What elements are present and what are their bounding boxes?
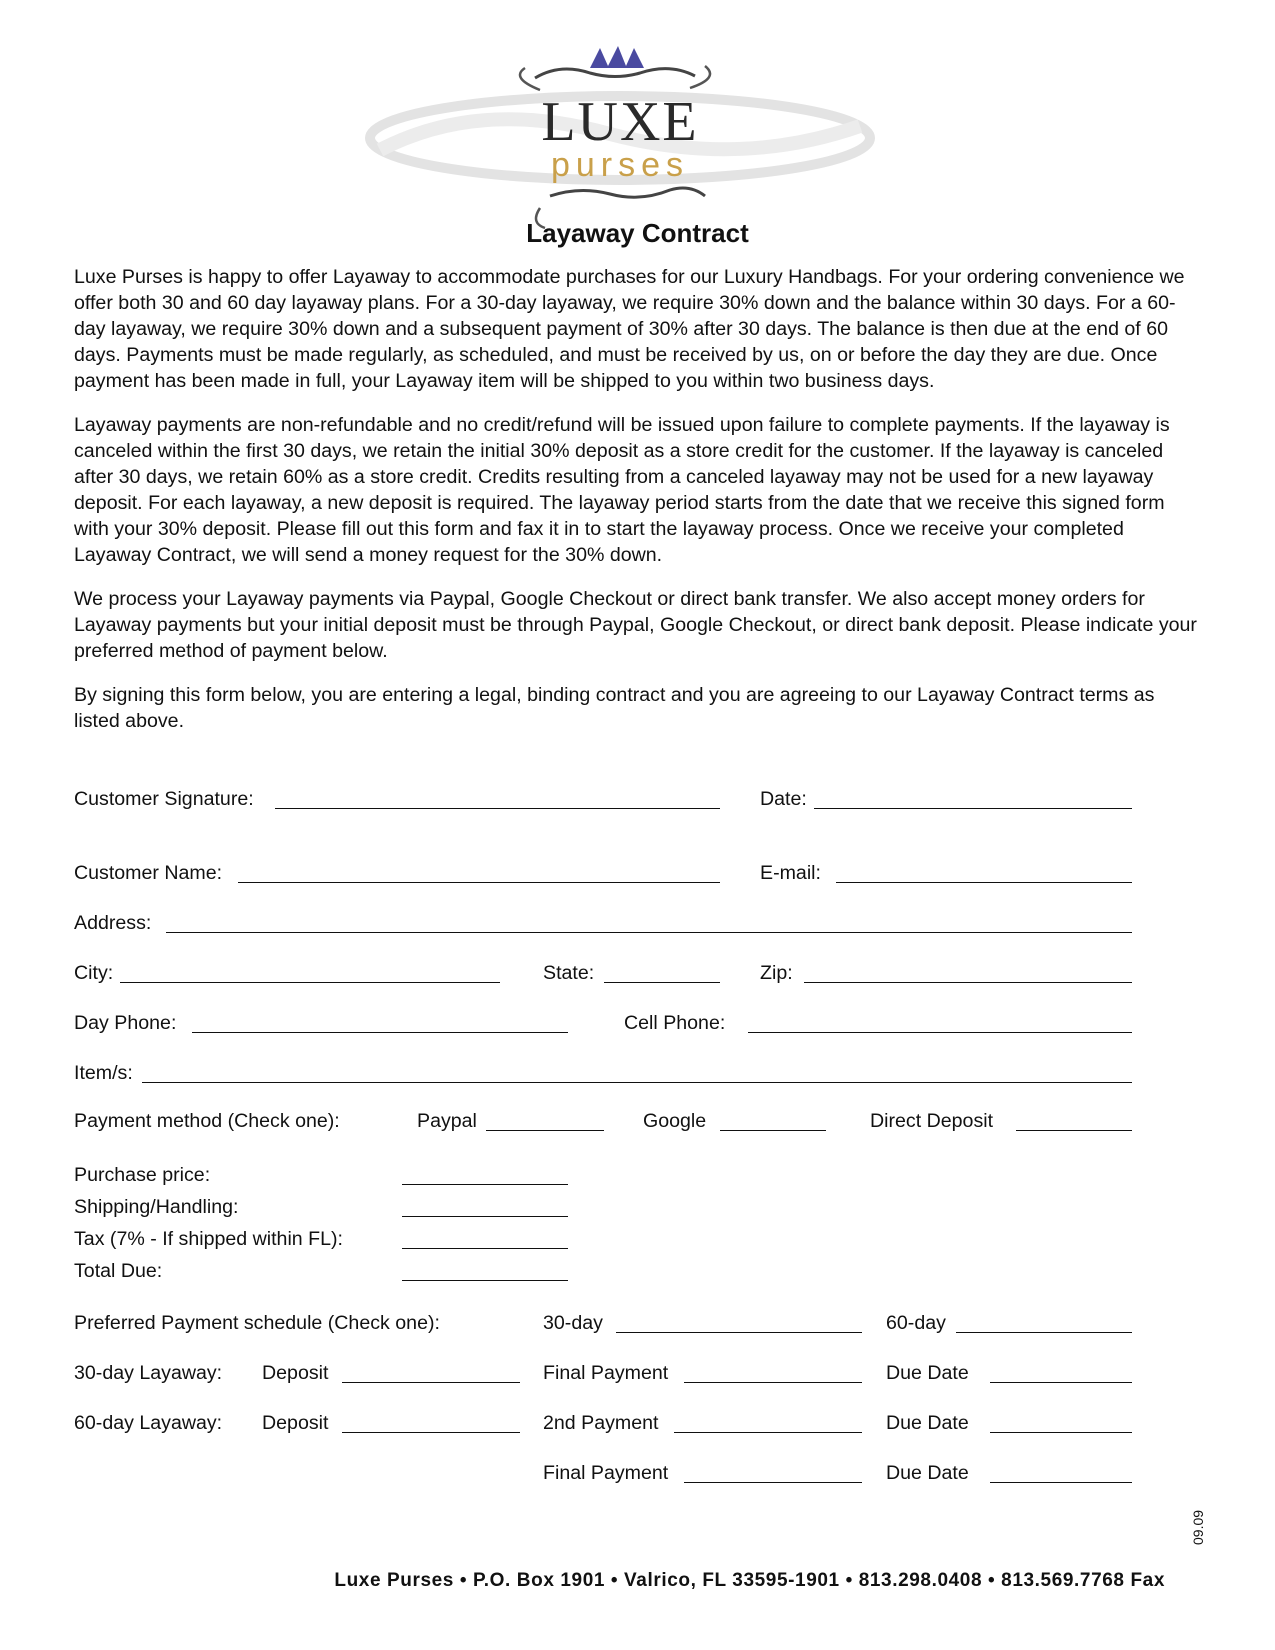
- zip-line[interactable]: [804, 982, 1132, 983]
- schedule-30-label: 30-day: [543, 1312, 603, 1334]
- schedule-60-line[interactable]: [956, 1332, 1132, 1333]
- payment-method-label: Payment method (Check one):: [74, 1110, 340, 1132]
- day-phone-line[interactable]: [192, 1032, 568, 1033]
- state-label: State:: [543, 962, 595, 984]
- address-line[interactable]: [166, 932, 1132, 933]
- customer-name-line[interactable]: [238, 882, 720, 883]
- layaway-60-final-line[interactable]: [684, 1482, 862, 1483]
- cell-phone-label: Cell Phone:: [624, 1012, 726, 1034]
- terms-paragraph-1: Luxe Purses is happy to offer Layaway to accommodate purchases for our Luxury Handbags. For your ordering convenience we offer both 30 and 60 day layaway plans. For a 30-day layaway, we require 30% down and the balance within 30 days. For a 60-day layaway, we require 30% down and a subsequent payment of 30% after 30 days. The balance is then due at the end of 60 days. Payments must be made regularly, as scheduled, and must be received by us, on or before the day they are due. Once payment has been made in full, your Layaway item will be shipped to you within two business days.: [74, 266, 1185, 392]
- zip-label: Zip:: [760, 962, 793, 984]
- layaway-60-final-due-line[interactable]: [990, 1482, 1132, 1483]
- layaway-60-second-line[interactable]: [674, 1432, 862, 1433]
- signature-label: Customer Signature:: [74, 788, 254, 810]
- schedule-60-label: 60-day: [886, 1312, 946, 1334]
- layaway-60-final-label: Final Payment: [543, 1462, 669, 1484]
- shipping-line[interactable]: [402, 1216, 568, 1217]
- google-label: Google: [643, 1110, 707, 1132]
- items-label: Item/s:: [74, 1062, 133, 1084]
- contract-terms: [74, 264, 1204, 752]
- layaway-60-label: 60-day Layaway:: [74, 1412, 223, 1434]
- purchase-price-line[interactable]: [402, 1184, 568, 1185]
- day-phone-label: Day Phone:: [74, 1012, 177, 1034]
- date-label: Date:: [760, 788, 807, 810]
- total-due-line[interactable]: [402, 1280, 568, 1281]
- schedule-30-line[interactable]: [616, 1332, 862, 1333]
- city-label: City:: [74, 962, 114, 984]
- layaway-30-deposit-label: Deposit: [262, 1362, 329, 1384]
- direct-deposit-label: Direct Deposit: [870, 1110, 994, 1132]
- luxe-purses-logo: [360, 38, 880, 233]
- layaway-30-due-label: Due Date: [886, 1362, 969, 1384]
- terms-paragraph-3: We process your Layaway payments via Paypal, Google Checkout or direct bank transfer. We also accept money orders for Layaway payments but your initial deposit must be through Paypal, Google Checkout, or direct bank deposit. Please indicate your preferred method of payment below.: [74, 588, 1197, 662]
- layaway-60-final-due-label: Due Date: [886, 1462, 969, 1484]
- address-label: Address:: [74, 912, 152, 934]
- email-line[interactable]: [836, 882, 1132, 883]
- schedule-label: Preferred Payment schedule (Check one):: [74, 1312, 440, 1334]
- date-line[interactable]: [814, 808, 1132, 809]
- signature-line[interactable]: [275, 808, 720, 809]
- layaway-30-final-label: Final Payment: [543, 1362, 669, 1384]
- page-title: Layaway Contract: [526, 218, 749, 248]
- layaway-30-due-line[interactable]: [990, 1382, 1132, 1383]
- tax-label: Tax (7% - If shipped within FL):: [74, 1228, 343, 1250]
- shipping-label: Shipping/Handling:: [74, 1196, 239, 1218]
- layaway-30-final-line[interactable]: [684, 1382, 862, 1383]
- logo-luxe-text: LUXE: [541, 91, 699, 153]
- layaway-60-due-line[interactable]: [990, 1432, 1132, 1433]
- google-checkbox-line[interactable]: [720, 1130, 826, 1131]
- items-line[interactable]: [142, 1082, 1132, 1083]
- customer-name-label: Customer Name:: [74, 862, 223, 884]
- layaway-60-deposit-label: Deposit: [262, 1412, 329, 1434]
- logo-purses-text: purses: [550, 146, 690, 184]
- tax-line[interactable]: [402, 1248, 568, 1249]
- layaway-60-deposit-line[interactable]: [342, 1432, 520, 1433]
- state-line[interactable]: [604, 982, 720, 983]
- purchase-price-label: Purchase price:: [74, 1164, 211, 1186]
- cell-phone-line[interactable]: [748, 1032, 1132, 1033]
- direct-deposit-checkbox-line[interactable]: [1016, 1130, 1132, 1131]
- paypal-label: Paypal: [417, 1110, 477, 1132]
- city-line[interactable]: [120, 982, 500, 983]
- version-code: 09.09: [1190, 1509, 1206, 1545]
- layaway-30-deposit-line[interactable]: [342, 1382, 520, 1383]
- email-label: E-mail:: [760, 862, 821, 884]
- layaway-60-second-label: 2nd Payment: [543, 1412, 659, 1434]
- terms-paragraph-4: By signing this form below, you are entering a legal, binding contract and you are agreeing to our Layaway Contract terms as listed above.: [74, 684, 1155, 732]
- terms-paragraph-2: Layaway payments are non-refundable and no credit/refund will be issued upon failure to complete payments. If the layaway is canceled within the first 30 days, we retain the initial 30% deposit as a store credit for the customer. If the layaway is canceled after 30 days, we retain 60% as a store credit. Credits resulting from a canceled layaway may not be used for a new layaway deposit. For each layaway, a new deposit is required. The layaway period starts from the date that we receive this signed form with your 30% deposit. Please fill out this form and fax it in to start the layaway process. Once we receive your completed Layaway Contract, we will send a money request for the 30% down.: [74, 414, 1170, 566]
- paypal-checkbox-line[interactable]: [486, 1130, 604, 1131]
- total-due-label: Total Due:: [74, 1260, 163, 1282]
- layaway-60-due-label: Due Date: [886, 1412, 969, 1434]
- layaway-30-label: 30-day Layaway:: [74, 1362, 223, 1384]
- footer-contact: Luxe Purses • P.O. Box 1901 • Valrico, FL 33595-1901 • 813.298.0408 • 813.569.7768 Fax: [334, 1570, 1165, 1591]
